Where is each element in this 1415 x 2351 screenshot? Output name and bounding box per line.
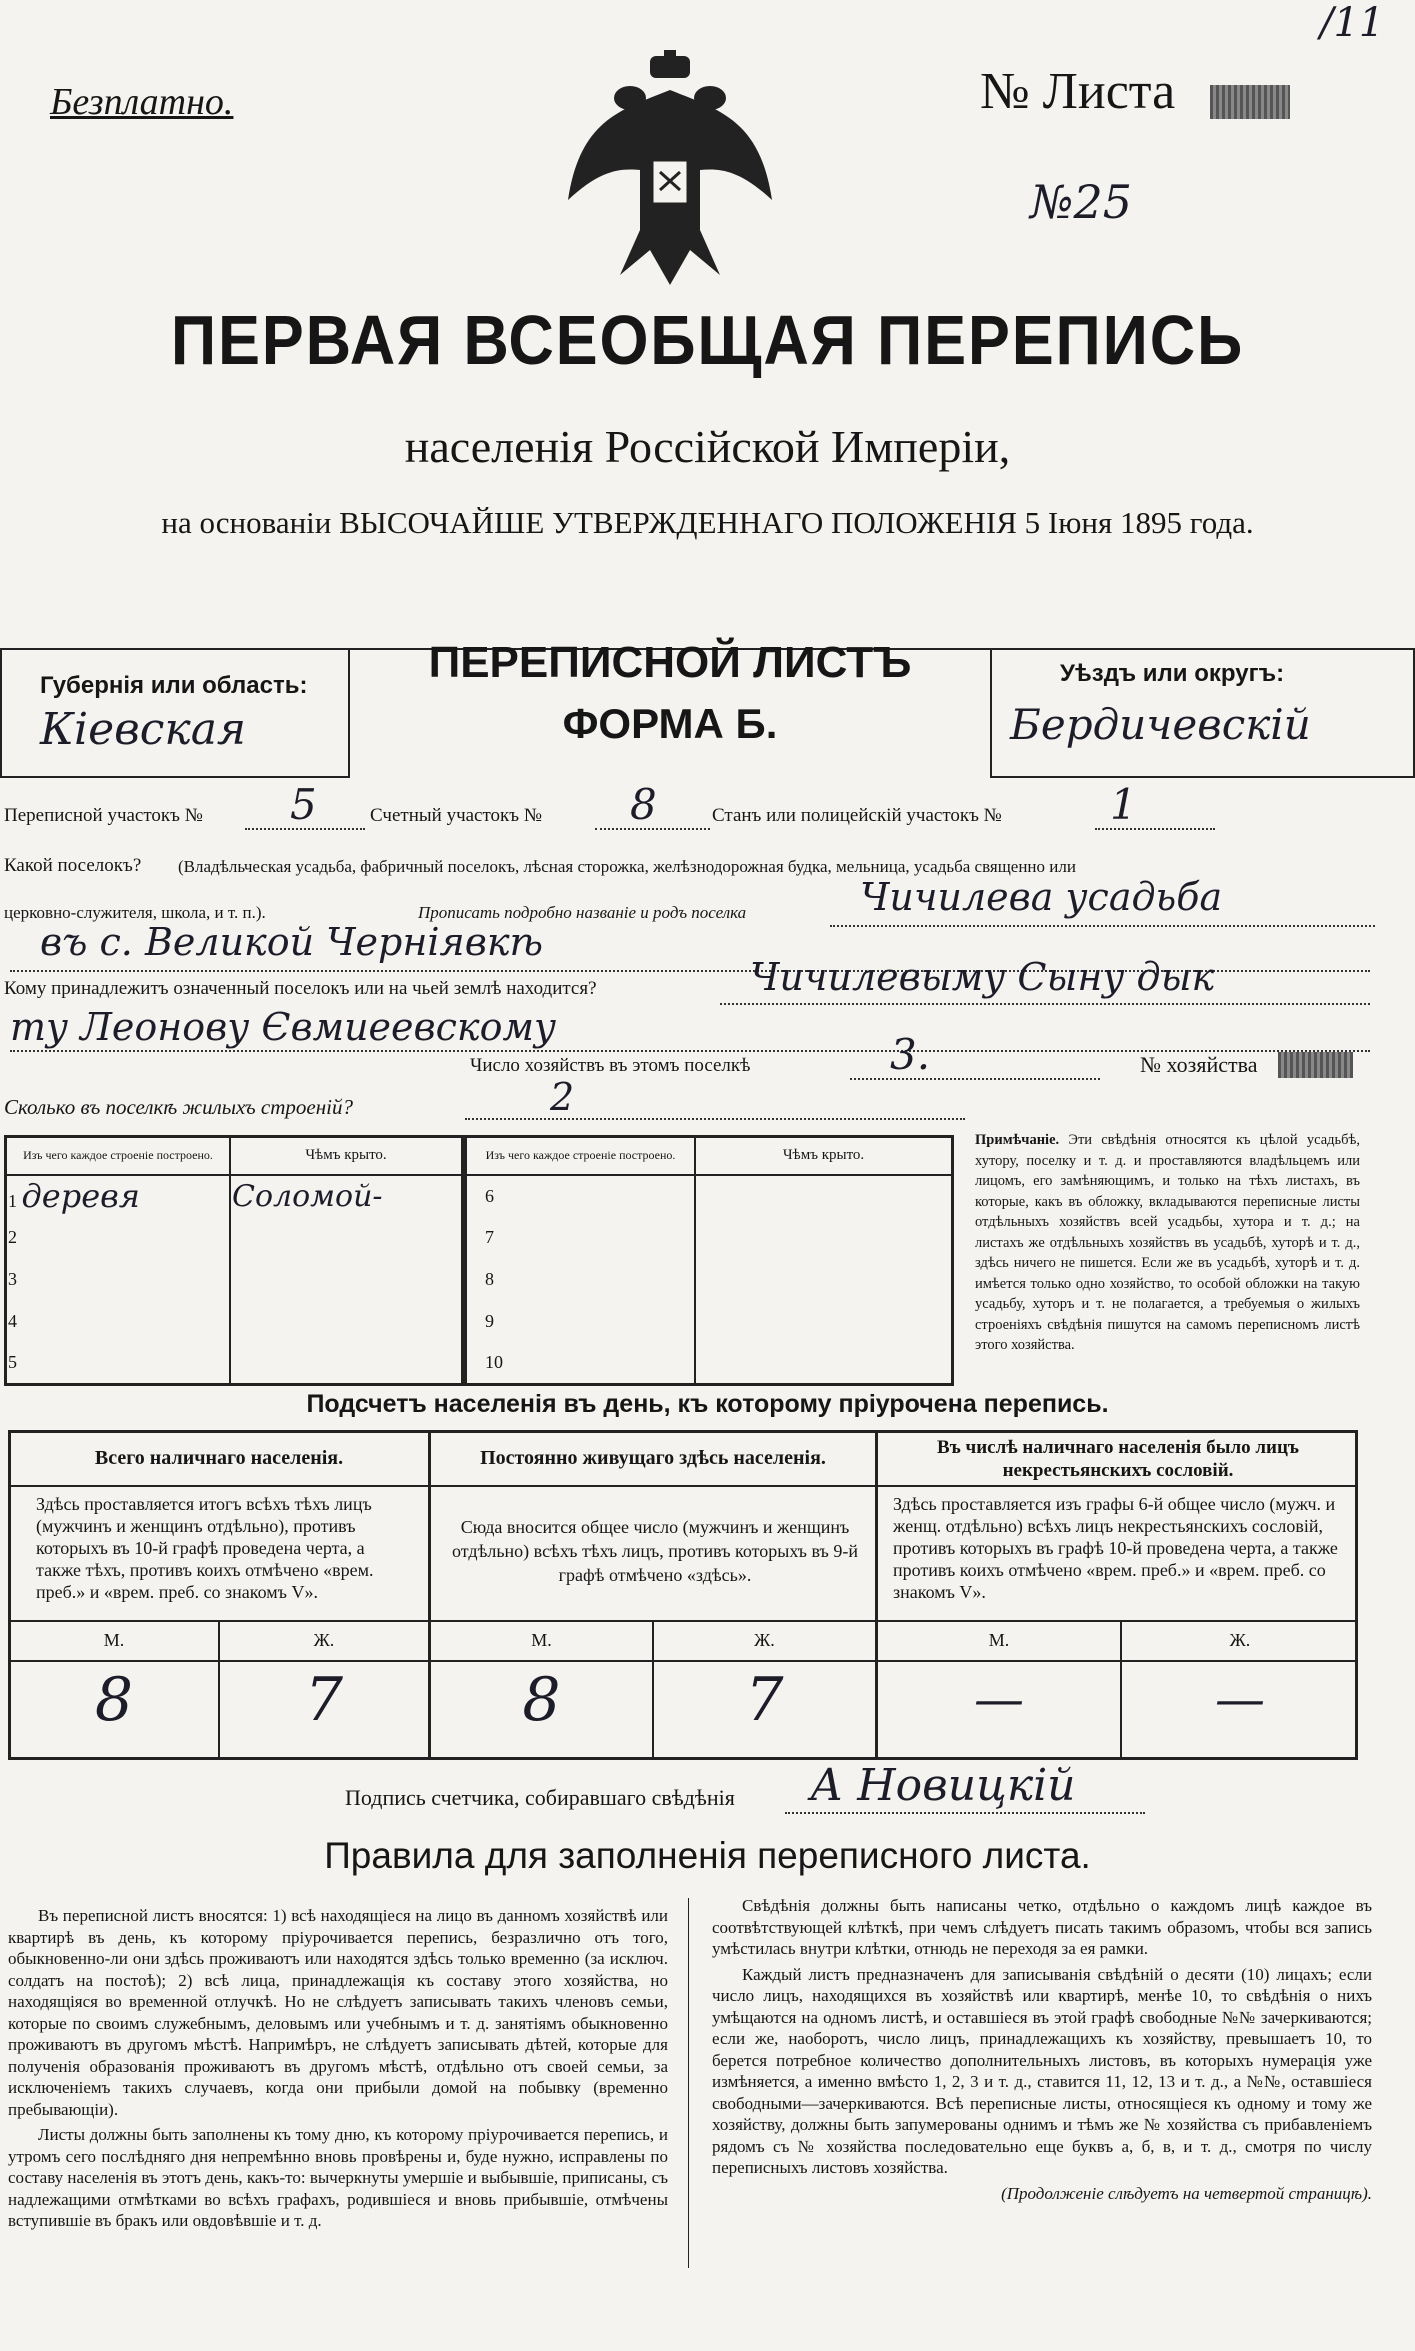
- signature-label: Подпись счетчика, собиравшаго свѣдѣнія: [345, 1785, 735, 1810]
- building-row: 8: [466, 1259, 696, 1301]
- count-value-present-m[interactable]: 8: [94, 1665, 134, 1735]
- count-col2-text: Сюда вносится общее число (мужчинъ и женщинъ отдѣльно) всѣхъ тѣхъ лицъ, противъ которыхъ въ 9-й графѣ отмѣчено «здѣсь».: [452, 1517, 858, 1585]
- owner-label: Кому принадлежитъ означенный поселокъ или на чьей землѣ находится?: [4, 978, 597, 999]
- buildings-value[interactable]: 2: [550, 1075, 575, 1119]
- count-col3-text: Здѣсь проставляется изъ графы 6-й общее число (мужч. и женщ. отдѣльно) всѣхъ лицъ некрестьянскихъ сословій, противъ которыхъ въ графѣ 10-й проведена черта, а также противъ коихъ отмѣчено «врем. преб.» и «врем. преб. со знакомъ V».: [893, 1494, 1338, 1602]
- building-roof-cell[interactable]: [695, 1217, 953, 1259]
- building-roof-cell[interactable]: [230, 1259, 463, 1301]
- building-row: 4: [6, 1301, 231, 1343]
- station-label: Станъ или полицейскій участокъ №: [712, 805, 1002, 826]
- count-col2-head: Постоянно живущаго здѣсь населенія.: [480, 1447, 826, 1469]
- building-roof-cell[interactable]: [695, 1301, 953, 1343]
- settlement-hint: (Владѣльческая усадьба, фабричный поселокъ, лѣсная сторожка, желѣзнодорожная будка, мельница, усадьба священно или: [178, 857, 1076, 876]
- building-row: 10: [466, 1343, 696, 1385]
- col-material-header: Изъ чего каждое строеніе построено.: [6, 1137, 231, 1175]
- buildings-line: [465, 1118, 965, 1120]
- settlement-instruction: Прописать подробно названіе и родъ поселка: [418, 903, 747, 922]
- count-title: Подсчетъ населенія въ день, къ которому пріурочена перепись.: [306, 1390, 1109, 1418]
- sheet-title: ПЕРЕПИСНОЙ ЛИСТЪ: [428, 638, 912, 687]
- census-area-label: Переписной участокъ №: [4, 805, 203, 826]
- settlement-line-1: [830, 925, 1375, 927]
- signature-line: [785, 1812, 1145, 1814]
- subtitle: населенія Россійской Имперіи,: [404, 421, 1011, 472]
- count-value-permanent-f[interactable]: 7: [745, 1665, 784, 1735]
- building-row: 2: [6, 1217, 231, 1259]
- count-f-label-3: Ж.: [1229, 1630, 1251, 1650]
- rules-left-p1: Въ переписной листъ вносятся: 1) всѣ находящіеся на лицо въ данномъ хозяйствѣ или квартирѣ въ день, къ которому пріурочивается перепись, безразлично отъ того, обыкновенно-ли они здѣсь проживаютъ или находятся здѣсь только временно (за исключ. солдатъ на постоѣ); 2) всѣ лица, принадлежащія къ составу этого хозяйства, но находящіяся во временной отлучкѣ. Но не слѣдуетъ записывать такихъ членовъ семьи, которые по своимъ служебнымъ, деловымъ или учебнымъ и т. д. занятіямъ обыкновенно проживаютъ въ другомъ мѣстѣ. Напримѣръ, не слѣдуетъ записывать дѣтей, которые для полученія образованія проживаютъ въ другомъ мѣстѣ, отдѣльно отъ своей семьи, за исключеніемъ такихъ случаевъ, когда они прибыли домой на побывку (временно пребывающіи).: [8, 1906, 668, 2119]
- settlement-value-line2[interactable]: въ с. Великой Черніявкѣ: [40, 920, 544, 964]
- district-label: Уѣздъ или округъ:: [1060, 660, 1285, 687]
- owner-value-line2[interactable]: ту Леонову Євмиеевскому: [10, 1005, 557, 1049]
- sheet-number-label: № Листа: [980, 63, 1176, 120]
- basis-line: на основаніи ВЫСОЧАЙШЕ УТВЕРЖДЕННАГО ПОЛОЖЕНІЯ 5 Іюня 1895 года.: [161, 505, 1254, 540]
- count-m-label-3: М.: [988, 1630, 1010, 1650]
- counting-area-value[interactable]: 8: [630, 780, 657, 829]
- count-m-label-2: М.: [531, 1630, 552, 1650]
- building-row: 1 деревя: [6, 1175, 231, 1217]
- count-value-permanent-m[interactable]: 8: [522, 1665, 561, 1735]
- building-row: 6: [466, 1175, 696, 1217]
- district-value[interactable]: Бердичевскій: [1010, 700, 1311, 749]
- count-col1-head: Всего наличнаго населенія.: [94, 1447, 344, 1469]
- counting-area-label: Счетный участокъ №: [370, 805, 542, 826]
- building-row: 3: [6, 1259, 231, 1301]
- rules-column-divider: [688, 1898, 689, 2268]
- count-col1-text: Здѣсь проставляется итогъ всѣхъ тѣхъ лицъ (мужчинъ и женщинъ отдѣльно), противъ которыхъ въ 10-й графѣ проведена черта, а также тѣхъ, противъ коихъ отмѣчено «врем. преб.» и «врем. преб. со знакомъ V».: [36, 1494, 374, 1602]
- col-material-header-right: Изъ чего каждое строеніе построено.: [466, 1137, 696, 1175]
- household-number-redaction: [1278, 1052, 1353, 1078]
- building-roof-cell[interactable]: [230, 1301, 463, 1343]
- rules-right-column: [712, 1895, 1372, 2208]
- counting-area-line: [595, 828, 710, 830]
- households-value[interactable]: 3.: [890, 1030, 931, 1079]
- census-area-value[interactable]: 5: [290, 780, 317, 829]
- building-roof-cell[interactable]: [695, 1343, 953, 1385]
- redaction-mark: [1210, 85, 1290, 119]
- building-roof-cell[interactable]: [230, 1343, 463, 1385]
- households-label: Число хозяйствъ въ этомъ поселкѣ: [470, 1055, 751, 1076]
- building-roof-cell[interactable]: [695, 1175, 953, 1217]
- count-head-rule: [8, 1485, 1358, 1487]
- count-value-present-f[interactable]: 7: [304, 1665, 344, 1735]
- rules-left-column: [8, 1905, 668, 2236]
- form-name: ФОРМА Б.: [562, 700, 778, 747]
- rules-title: Правила для заполненія переписного листа.: [324, 1835, 1091, 1876]
- rules-right-p2: Каждый листъ предназначенъ для записыванія свѣдѣній о десяти (10) лицахъ; если число лицъ, находящихся въ хозяйствѣ или квартирѣ, менѣе 10, то свѣдѣнія о нихъ умѣщаются на одномъ листѣ, и оставшіеся въ этой графѣ свободные №№ зачеркиваются; если же, наоборотъ, число лицъ, принадлежащихъ къ хозяйству, превышаетъ 10, то берется потребное количество дополнительныхъ листовъ, въ которыхъ нумерація уже измѣняется, а именно вмѣсто 1, 2, 3 и т. д., ставится 11, 12, 13 и т. д., а №№, оставшіеся свободными—зачеркиваются. Всѣ переписные листы, относящіеся къ одному и тому же хозяйству, должны быть запумерованы однимъ и тѣмъ же № хозяйства съ прибавленіемъ рядомъ съ № хозяйства последовательно еще буквъ а, б, в, и т. д., смотря по числу переписныхъ листовъ хозяйства.: [712, 1964, 1372, 2177]
- building-roof-cell[interactable]: [695, 1259, 953, 1301]
- count-value-nonpeasant-m[interactable]: —: [974, 1670, 1024, 1728]
- owner-line-1: [720, 1003, 1370, 1005]
- count-mf-rule-top: [8, 1620, 1358, 1622]
- main-title: ПЕРВАЯ ВСЕОБЩАЯ ПЕРЕПИСЬ: [170, 301, 1245, 379]
- settlement-hint-2: церковно-служителя, школа, и т. п.).: [4, 903, 266, 922]
- coat-of-arms-emblem: [560, 50, 780, 290]
- station-value[interactable]: 1: [1110, 780, 1137, 829]
- household-number-label: № хозяйства: [1140, 1052, 1258, 1077]
- signature-value[interactable]: А Новицкій: [810, 1760, 1076, 1811]
- station-line: [1095, 828, 1215, 830]
- building-roof-cell[interactable]: Соломой-: [232, 1178, 383, 1214]
- sheet-number-handwritten: №25: [1030, 175, 1133, 229]
- owner-value-line1[interactable]: Чичилевыму Сыну дык: [750, 955, 1215, 999]
- households-line: [850, 1078, 1100, 1080]
- rules-continuation: (Продолженіе слѣдуетъ на четвертой страницѣ).: [1001, 2183, 1372, 2203]
- settlement-label: Какой поселокъ?: [4, 855, 142, 876]
- building-row: 7: [466, 1217, 696, 1259]
- building-row: 9: [466, 1301, 696, 1343]
- note-text: Эти свѣдѣнія относятся къ цѣлой усадьбѣ, хутору, поселку и т. д. и проставляются владѣльцемъ или лицомъ, его замѣняющимъ, и только на тѣхъ листахъ, въ которые, какъ въ обложку, вкладываются переписные листы отдѣльныхъ хозяйствъ всей усадьбы, хутора и т. д.; на листахъ же отдѣльныхъ хозяйствъ въ усадьбѣ, хуторѣ и т. д., здѣсь ничего не пишется. Если же въ усадьбѣ, хуторѣ и т. д. имѣется только одно хозяйство, то особой обложки на такую усадьбу, хуторъ и т. не полагается, а требуемыя о жилыхъ строеніяхъ свѣдѣнія пишутся на самомъ переписномъ листѣ этого хозяйства.: [975, 1132, 1361, 1353]
- corner-mark: /11: [1320, 0, 1385, 46]
- rules-right-p1: Свѣдѣнія должны быть написаны четко, отдѣльно о каждомъ лицѣ каждое въ соотвѣтствующей клѣткѣ, при чемъ слѣдуетъ писать такимъ образомъ, чтобы вся запись умѣстилась внутри клѣтки, отнюдь не переходя за ея рамки.: [712, 1896, 1372, 1958]
- census-area-line: [245, 828, 365, 830]
- buildings-table-left: [4, 1135, 464, 1386]
- settlement-value-line1[interactable]: Чичилева усадьба: [860, 875, 1223, 919]
- rules-left-p2: Листы должны быть заполнены къ тому дню, къ которому пріурочивается перепись, и утромъ сего послѣдняго дня непремѣнно вновь провѣрены и, буде нужно, исправлены по составу населенія въ этотъ день, какъ-то: вычеркнуты умершіе и выбывшіе, приписаны, съ надлежащими отмѣтками во всѣхъ графахъ, родившіеся и вновь прибывшіе, отмѣчены вступившіе въ бракъ или овдовѣвшіе и т. д.: [8, 2125, 668, 2230]
- count-col3-head: Въ числѣ наличнаго населенія было лицъ некрестьянскихъ сословій.: [937, 1437, 1299, 1481]
- count-m-label-1: М.: [103, 1630, 125, 1650]
- note-label: Примѣчаніе.: [975, 1132, 1060, 1148]
- note-block: [975, 1130, 1360, 1356]
- building-roof-cell[interactable]: [230, 1217, 463, 1259]
- count-f-label-1: Ж.: [313, 1630, 335, 1650]
- province-value[interactable]: Кіевская: [40, 704, 247, 755]
- col-roof-header-right: Чѣмъ крыто.: [695, 1137, 953, 1175]
- buildings-table-right: [464, 1135, 954, 1386]
- col-roof-header: Чѣмъ крыто.: [230, 1137, 463, 1175]
- buildings-label: Сколько въ поселкѣ жилыхъ строеній?: [4, 1095, 353, 1119]
- building-row: 5: [6, 1343, 231, 1385]
- count-value-nonpeasant-f[interactable]: —: [1215, 1670, 1265, 1728]
- province-label: Губернія или область:: [40, 672, 308, 699]
- count-f-label-2: Ж.: [754, 1630, 775, 1650]
- free-label: Безплатно.: [50, 81, 234, 123]
- count-mf-rule-bottom: [8, 1660, 1358, 1662]
